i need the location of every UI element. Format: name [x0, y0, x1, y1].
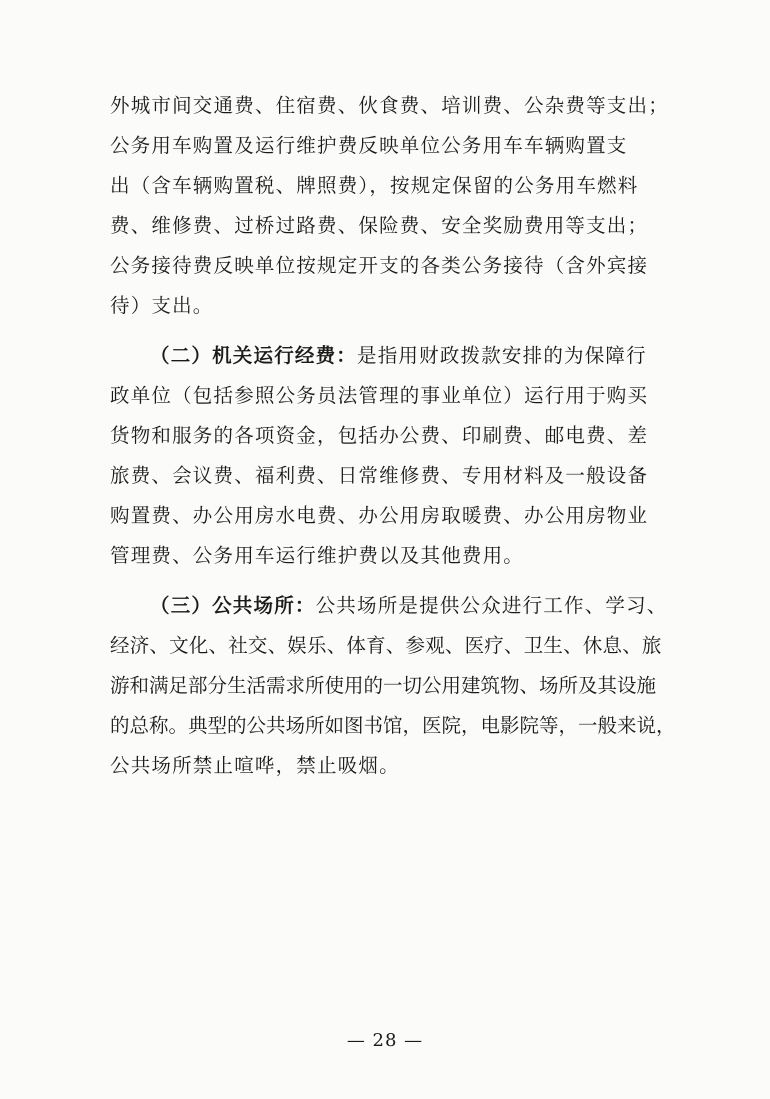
section-heading: （二）机关运行经费：: [150, 344, 358, 367]
text-line: 旅费、会议费、福利费、日常维修费、专用材料及一般设备: [110, 464, 649, 487]
paragraph-public-places: [110, 586, 676, 786]
paragraph-expense-definitions: [110, 86, 669, 326]
section-heading: （三）公共场所：: [150, 594, 316, 617]
text-line: 公务用车购置及运行维护费反映单位公务用车车辆购置支: [110, 134, 628, 157]
text-line: 外城市间交通费、住宿费、伙食费、培训费、公杂费等支出；: [110, 94, 669, 117]
text-run: 是指用财政拨款安排的为保障行: [357, 344, 647, 367]
text-run: 公共场所是提供公众进行工作、学习、: [315, 594, 668, 617]
text-line: 费、维修费、过桥过路费、保险费、安全奖励费用等支出；: [110, 214, 649, 237]
text-line: 出（含车辆购置税、牌照费），按规定保留的公务用车燃料: [110, 174, 639, 197]
text-line: 政单位（包括参照公务员法管理的事业单位）运行用于购买: [110, 384, 649, 407]
body-text: [110, 86, 676, 786]
text-line: 待）支出。: [110, 294, 214, 317]
page-number: — 28 —: [346, 1030, 424, 1051]
text-line: [110, 336, 665, 376]
text-line: 游和满足部分生活需求所使用的一切公用建筑物、场所及其设施: [110, 674, 657, 697]
text-line: 购置费、办公用房水电费、办公用房取暖费、办公用房物业: [110, 504, 649, 527]
text-line: 公共场所禁止喧哗，禁止吸烟。: [110, 754, 400, 777]
paragraph-agency-operating-expenses: [110, 336, 665, 576]
text-line: 公务接待费反映单位按规定开支的各类公务接待（含外宾接: [110, 254, 649, 277]
text-line: 的总称。典型的公共场所如图书馆，医院，电影院等，一般来说，: [110, 714, 676, 737]
text-line: 管理费、公务用车运行维护费以及其他费用。: [110, 544, 525, 567]
text-line: 经济、文化、社交、娱乐、体育、参观、医疗、卫生、休息、旅: [110, 634, 662, 657]
text-line: 货物和服务的各项资金，包括办公费、印刷费、邮电费、差: [110, 424, 649, 447]
text-line: [110, 586, 668, 626]
